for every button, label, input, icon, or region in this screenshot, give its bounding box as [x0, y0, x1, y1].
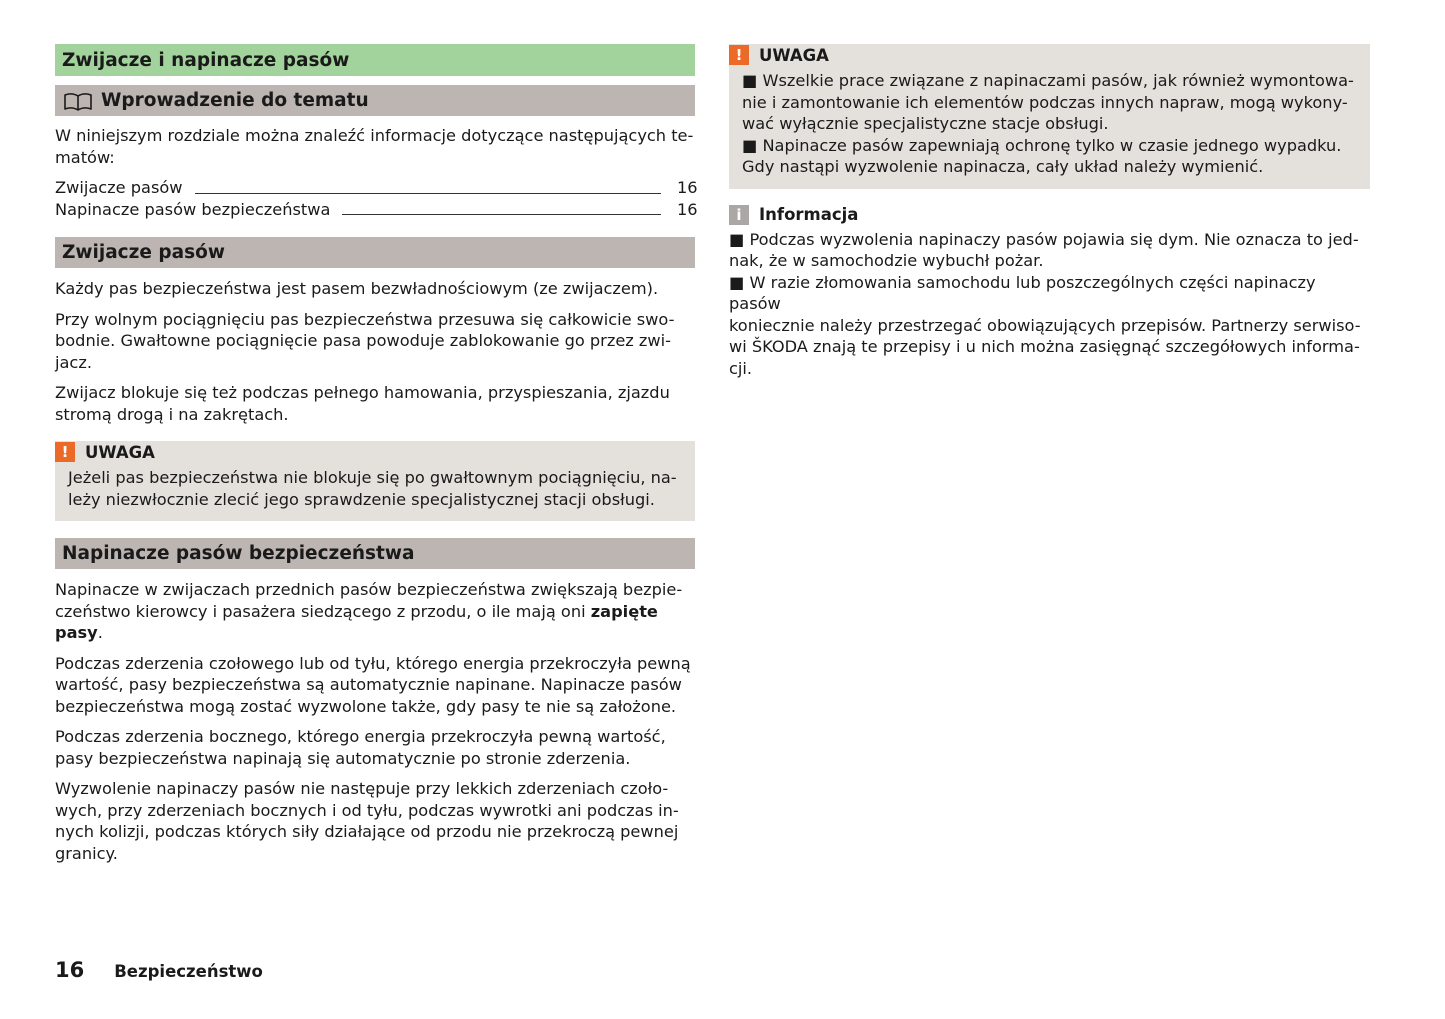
paragraph — [55, 382, 695, 425]
text-line: granicy. — [55, 843, 118, 863]
retractors-title: Zwijacze pasów — [62, 241, 225, 263]
paragraph — [55, 278, 695, 300]
text-line: leży niezwłocznie zlecić jego sprawdzenie specjalistycznej stacji obsługi. — [68, 489, 655, 509]
toc-row[interactable] — [55, 199, 698, 221]
text-line: wi ŠKODA znają te przepisy i u nich można zasięgnąć szczegółowych informa- — [729, 337, 1360, 356]
warning-header — [729, 44, 1370, 66]
text-line: ■ Wszelkie prace związane z napinaczami pasów, jak również wymontowa- — [742, 71, 1354, 90]
toc-label[interactable]: Zwijacze pasów — [55, 178, 183, 197]
section-name: Bezpieczeństwo — [114, 962, 263, 981]
text-line: Przy wolnym pociągnięciu pas bezpieczeństwa przesuwa się całkowicie swo- — [55, 309, 675, 329]
exclamation-icon: ! — [729, 45, 749, 65]
text-line: Gdy nastąpi wyzwolenie napinacza, cały układ należy wymienić. — [742, 157, 1264, 176]
text-line: nych kolizji, podczas których siły działające od przodu nie przekroczą pewnej — [55, 822, 679, 841]
page-footer — [55, 958, 263, 982]
text-line: ■ Napinacze pasów zapewniają ochronę tylko w czasie jednego wypadku. — [742, 135, 1342, 155]
text-line: ■ W razie złomowania samochodu lub poszczególnych części napinaczy pasów — [729, 272, 1316, 313]
warning-text — [55, 467, 695, 510]
text-line: . — [97, 623, 103, 642]
warning-label: UWAGA — [759, 45, 829, 65]
text-line: Podczas zderzenia bocznego, którego energia przekroczyła pewną wartość, — [55, 727, 666, 746]
toc-leader — [342, 214, 661, 215]
text-line: pasy bezpieczeństwa napinają się automatycznie po stronie zderzenia. — [55, 748, 631, 768]
right-column — [729, 44, 1370, 379]
paragraph — [55, 726, 695, 769]
bold-term: zapięte pasy — [55, 601, 658, 642]
intro-title: Wprowadzenie do tematu — [101, 89, 369, 111]
text-line: Podczas zderzenia czołowego lub od tyłu, którego energia przekroczyła pewną — [55, 653, 691, 673]
text-line: Każdy pas bezpieczeństwa jest pasem bezwładnościowym (ze zwijaczem). — [55, 279, 659, 298]
intro-paragraph — [55, 125, 695, 168]
book-icon — [63, 91, 93, 111]
toc-page[interactable]: 16 — [677, 199, 698, 219]
info-text — [729, 229, 1370, 380]
info-label: Informacja — [759, 205, 859, 224]
paragraph — [55, 653, 695, 718]
warning-label: UWAGA — [85, 442, 155, 462]
toc-leader — [195, 193, 661, 194]
paragraph — [55, 778, 695, 864]
text-line: bezpieczeństwa mogą zostać wyzwolone także, gdy pasy te nie są założone. — [55, 696, 677, 716]
text-line: wych, przy zderzeniach bocznych i od tyłu, podczas wywrotki ani podczas in- — [55, 800, 679, 820]
text-line: czeństwo kierowcy i pasażera siedzącego z przodu, o ile mają oni — [55, 601, 591, 621]
text-line: nie i zamontowanie ich elementów podczas innych napraw, mogą wykony- — [742, 92, 1348, 112]
info-header — [729, 204, 1370, 226]
toc-label[interactable]: Napinacze pasów bezpieczeństwa — [55, 199, 331, 219]
page-number: 16 — [55, 958, 85, 982]
text-line: cji. — [729, 358, 753, 378]
paragraph — [55, 579, 695, 644]
text-line: Napinacze w zwijaczach przednich pasów bezpieczeństwa zwiększają bezpie- — [55, 580, 683, 599]
chapter-title: Zwijacze i napinacze pasów — [55, 44, 695, 76]
text-line: bodnie. Gwałtowne pociągnięcie pasa powoduje zablokowanie go przez zwi- — [55, 331, 672, 350]
text-line: wartość, pasy bezpieczeństwa są automatycznie napinane. Napinacze pasów — [55, 675, 682, 694]
text-line: matów: — [55, 147, 115, 167]
tensioners-title: Napinacze pasów bezpieczeństwa — [62, 542, 415, 564]
text-line: nak, że w samochodzie wybuchł pożar. — [729, 251, 1044, 270]
toc-row[interactable] — [55, 177, 698, 199]
retractors-heading — [55, 237, 695, 268]
text-line: W niniejszym rozdziale można znaleźć informacje dotyczące następujących te- — [55, 126, 694, 145]
tensioners-heading — [55, 538, 695, 569]
warning-box — [55, 441, 695, 521]
text-line: koniecznie należy przestrzegać obowiązujących przepisów. Partnerzy serwiso- — [729, 315, 1361, 335]
text-line: jacz. — [55, 352, 92, 372]
paragraph — [55, 309, 695, 374]
intro-heading — [55, 85, 695, 116]
exclamation-icon: ! — [55, 442, 75, 462]
warning-header — [55, 441, 695, 463]
info-icon: i — [729, 205, 749, 225]
text-line: Zwijacz blokuje się też podczas pełnego hamowania, przyspieszania, zjazdu — [55, 383, 670, 402]
text-line: ■ Podczas wyzwolenia napinaczy pasów pojawia się dym. Nie oznacza to jed- — [729, 229, 1359, 249]
text-line: stromą drogą i na zakrętach. — [55, 404, 289, 424]
toc-page[interactable]: 16 — [677, 178, 698, 197]
warning-text — [729, 70, 1370, 178]
left-column — [55, 44, 698, 864]
warning-box — [729, 44, 1370, 189]
text-line: wać wyłącznie specjalistyczne stacje obsługi. — [742, 114, 1109, 133]
text-line: Jeżeli pas bezpieczeństwa nie blokuje się po gwałtownym pociągnięciu, na- — [68, 468, 677, 487]
text-line: Wyzwolenie napinaczy pasów nie następuje przy lekkich zderzeniach czoło- — [55, 779, 669, 798]
